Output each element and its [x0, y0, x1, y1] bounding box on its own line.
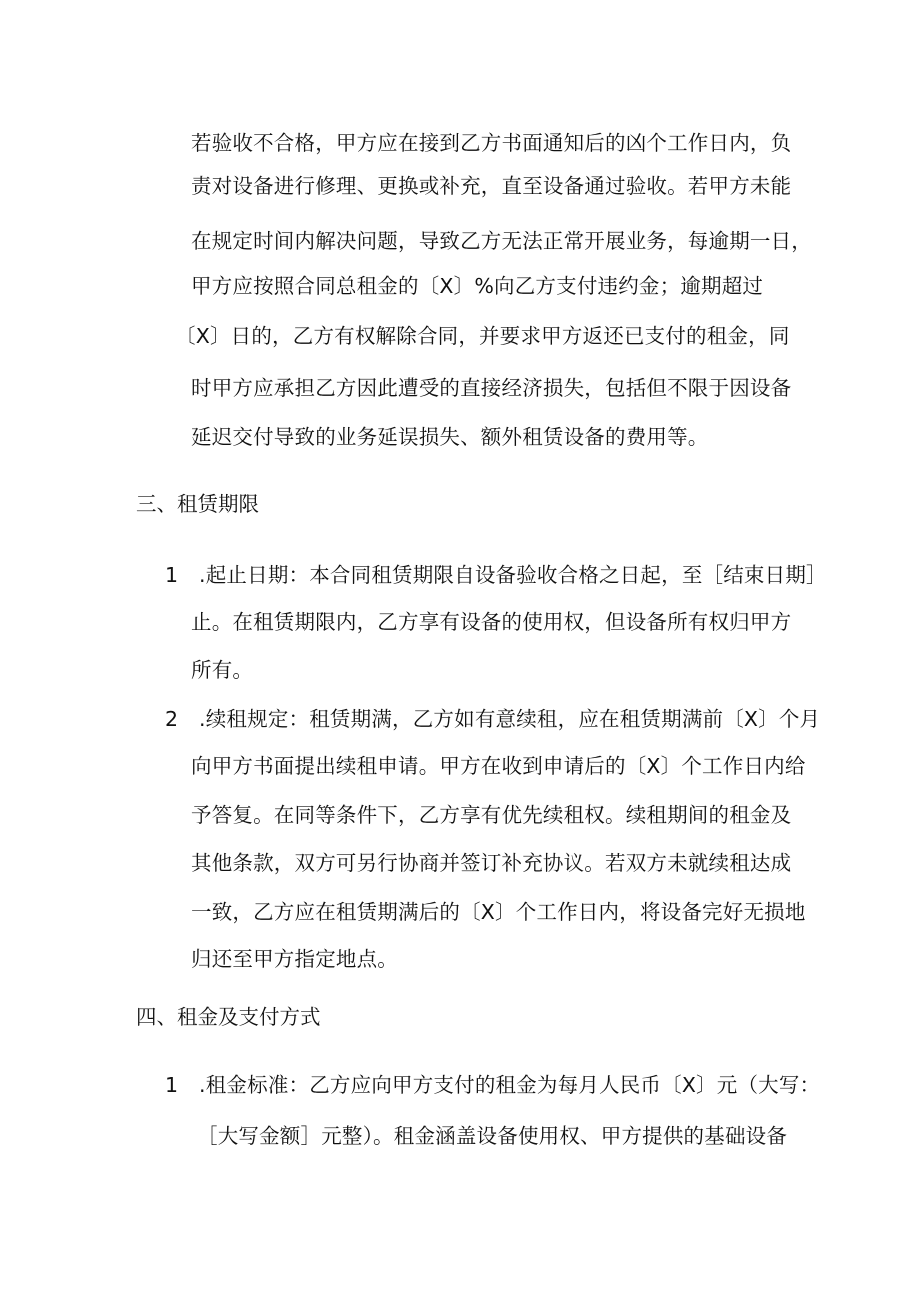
list-item-line: 所有。 [191, 658, 254, 682]
list-item-line: 一致，乙方应在租赁期满后的〔X〕个工作日内，将设备完好无损地 [191, 900, 806, 924]
list-item-line: 止。在租赁期限内，乙方享有设备的使用权，但设备所有权归甲方 [191, 610, 792, 634]
paragraph-line: 责对设备进行修理、更换或补充，直至设备通过验收。若甲方未能 [191, 174, 792, 198]
list-item-number: 1 [165, 1073, 179, 1097]
list-item-text: .起止日期：本合同租赁期限自设备验收合格之日起，至［结束日期］ [199, 563, 827, 587]
paragraph-line: 若验收不合格，甲方应在接到乙方书面通知后的凶个工作日内，负 [191, 131, 792, 155]
section-heading-4: 四、租金及支付方式 [136, 1005, 321, 1029]
list-item-3-1 [165, 561, 827, 589]
list-item-text: .租金标准：乙方应向甲方支付的租金为每月人民币〔X〕元（大写： [199, 1073, 821, 1097]
list-item-line: 其他条款，双方可另行协商并签订补充协议。若双方未就续租达成 [191, 851, 792, 875]
list-item-line: 予答复。在同等条件下，乙方享有优先续租权。续租期间的租金及 [191, 803, 792, 827]
paragraph-line: 甲方应按照合同总租金的〔X〕%向乙方支付违约金；逾期超过 [191, 274, 764, 298]
section-heading-3: 三、租赁期限 [136, 492, 259, 516]
paragraph-line: 延迟交付导致的业务延误损失、额外租赁设备的费用等。 [191, 425, 709, 449]
list-item-line: 向甲方书面提出续租申请。甲方在收到申请后的〔X〕个工作日内给 [191, 754, 806, 778]
paragraph-line: 在规定时间内解决问题，导致乙方无法正常开展业务，每逾期一日， [191, 229, 812, 253]
list-item-3-2 [165, 705, 820, 733]
list-item-number: 1 [165, 563, 179, 587]
paragraph-line: 〔X〕日的，乙方有权解除合同，并要求甲方返还已支付的租金，同 [175, 324, 790, 348]
list-item-number: 2 [165, 707, 179, 731]
list-item-line: ［大写金额］元整）。租金涵盖设备使用权、甲方提供的基础设备 [197, 1124, 788, 1148]
paragraph-line: 时甲方应承担乙方因此遭受的直接经济损失，包括但不限于因设备 [191, 376, 792, 400]
list-item-line: 归还至甲方指定地点。 [191, 947, 398, 971]
list-item-text: .续租规定：租赁期满，乙方如有意续租，应在租赁期满前〔X〕个月 [199, 707, 821, 731]
list-item-4-1 [165, 1071, 820, 1099]
